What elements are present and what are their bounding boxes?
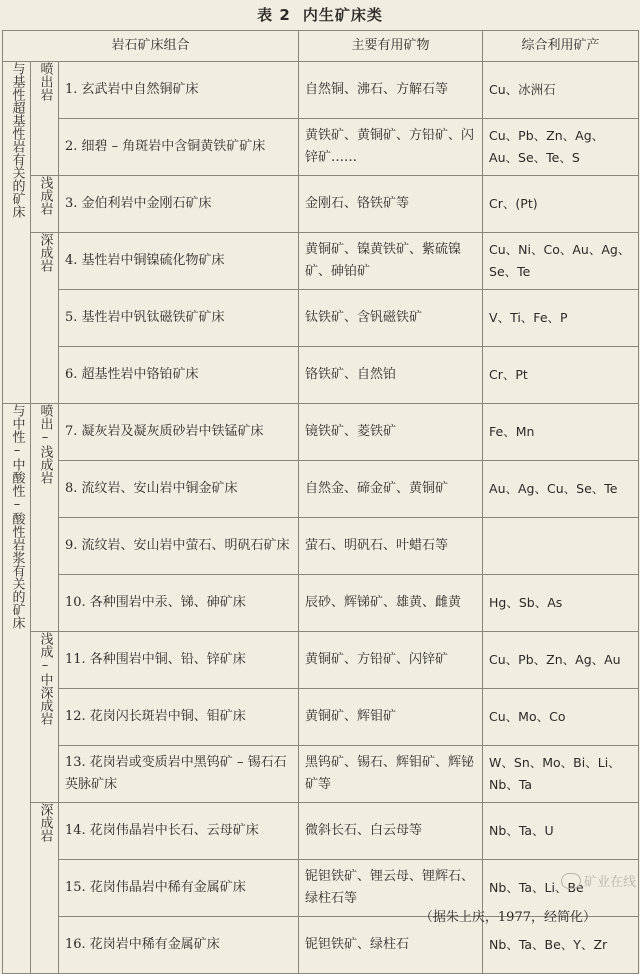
minerals-cell: 黄铜矿、辉钼矿 — [299, 689, 483, 746]
deposit-table — [2, 30, 639, 974]
deposit-cell: 5. 基性岩中钒钛磁铁矿矿床 — [59, 290, 299, 347]
minerals-cell: 黄铜矿、镍黄铁矿、紫硫镍矿、砷铂矿 — [299, 233, 483, 290]
table-row — [3, 233, 639, 290]
group-label: 与基性超基性岩有关的矿床 — [3, 62, 31, 404]
byproducts-cell: Fe、Mn — [483, 404, 639, 461]
deposit-cell: 9. 流纹岩、安山岩中萤石、明矾石矿床 — [59, 518, 299, 575]
byproducts-cell: Au、Ag、Cu、Se、Te — [483, 461, 639, 518]
table-row — [3, 803, 639, 860]
deposit-cell: 2. 细碧 – 角斑岩中含铜黄铁矿矿床 — [59, 119, 299, 176]
byproducts-cell: Nb、Ta、U — [483, 803, 639, 860]
table-row — [3, 632, 639, 689]
deposit-cell: 13. 花岗岩或变质岩中黑钨矿 – 锡石石英脉矿床 — [59, 746, 299, 803]
byproducts-cell: Cr、(Pt) — [483, 176, 639, 233]
table-number: 表 2 — [257, 6, 291, 24]
table-row — [3, 290, 639, 347]
byproducts-cell: Cu、Pb、Zn、Ag、Au — [483, 632, 639, 689]
minerals-cell: 微斜长石、白云母等 — [299, 803, 483, 860]
wechat-icon — [561, 873, 581, 889]
deposit-cell: 8. 流纹岩、安山岩中铜金矿床 — [59, 461, 299, 518]
byproducts-cell: Nb、Ta、Li、Be — [483, 860, 639, 917]
byproducts-cell: Cr、Pt — [483, 347, 639, 404]
byproducts-cell: Cu、冰洲石 — [483, 62, 639, 119]
minerals-cell: 黑钨矿、锡石、辉钼矿、辉铋矿等 — [299, 746, 483, 803]
table-row — [3, 746, 639, 803]
header-byproducts: 综合利用矿产 — [483, 31, 639, 62]
minerals-cell: 自然铜、沸石、方解石等 — [299, 62, 483, 119]
byproducts-cell: W、Sn、Mo、Bi、Li、Nb、Ta — [483, 746, 639, 803]
subgroup-label: 深成岩 — [31, 233, 59, 404]
watermark — [561, 871, 636, 890]
table-row — [3, 62, 639, 119]
deposit-cell: 12. 花岗闪长斑岩中铜、钼矿床 — [59, 689, 299, 746]
minerals-cell: 铌钽铁矿、绿柱石 — [299, 917, 483, 974]
deposit-cell: 16. 花岗岩中稀有金属矿床 — [59, 917, 299, 974]
minerals-cell: 铌钽铁矿、锂云母、锂辉石、绿柱石等 — [299, 860, 483, 917]
minerals-cell: 萤石、明矾石、叶蜡石等 — [299, 518, 483, 575]
page-title — [0, 4, 640, 25]
table-title: 内生矿床类 — [302, 6, 383, 24]
byproducts-cell: Hg、Sb、As — [483, 575, 639, 632]
deposit-cell: 6. 超基性岩中铬铂矿床 — [59, 347, 299, 404]
source-note: （据朱上庆，1977，经简化） — [419, 910, 596, 925]
group-label: 与中性–中酸性–酸性岩浆有关的矿床 — [3, 404, 31, 974]
table-row — [3, 119, 639, 176]
header-row — [3, 31, 639, 62]
deposit-cell: 7. 凝灰岩及凝灰质砂岩中铁锰矿床 — [59, 404, 299, 461]
table-row — [3, 176, 639, 233]
minerals-cell: 黄铁矿、黄铜矿、方铅矿、闪锌矿…… — [299, 119, 483, 176]
deposit-cell: 14. 花岗伟晶岩中长石、云母矿床 — [59, 803, 299, 860]
table-row — [3, 518, 639, 575]
watermark-text: 矿业在线 — [583, 875, 636, 890]
minerals-cell: 金刚石、铬铁矿等 — [299, 176, 483, 233]
subgroup-label: 喷出岩 — [31, 62, 59, 176]
subgroup-label: 浅成岩 — [31, 176, 59, 233]
minerals-cell: 钛铁矿、含钒磁铁矿 — [299, 290, 483, 347]
deposit-cell: 1. 玄武岩中自然铜矿床 — [59, 62, 299, 119]
table-row — [3, 917, 639, 974]
table-row — [3, 689, 639, 746]
deposit-cell: 15. 花岗伟晶岩中稀有金属矿床 — [59, 860, 299, 917]
byproducts-cell: Cu、Ni、Co、Au、Ag、Se、Te — [483, 233, 639, 290]
table-row — [3, 575, 639, 632]
header-combo: 岩石矿床组合 — [3, 31, 299, 62]
byproducts-cell: Cu、Mo、Co — [483, 689, 639, 746]
deposit-cell: 4. 基性岩中铜镍硫化物矿床 — [59, 233, 299, 290]
deposit-cell: 3. 金伯利岩中金刚石矿床 — [59, 176, 299, 233]
byproducts-cell: Nb、Ta、Be、Y、Zr — [483, 917, 639, 974]
minerals-cell: 镜铁矿、菱铁矿 — [299, 404, 483, 461]
byproducts-cell — [483, 518, 639, 575]
table-row — [3, 347, 639, 404]
subgroup-label: 深成岩 — [31, 803, 59, 974]
table-row — [3, 461, 639, 518]
deposit-cell: 10. 各种围岩中汞、锑、砷矿床 — [59, 575, 299, 632]
minerals-cell: 黄铜矿、方铅矿、闪锌矿 — [299, 632, 483, 689]
byproducts-cell: Cu、Pb、Zn、Ag、Au、Se、Te、S — [483, 119, 639, 176]
minerals-cell: 辰砂、辉锑矿、雄黄、雌黄 — [299, 575, 483, 632]
deposit-cell: 11. 各种围岩中铜、铅、锌矿床 — [59, 632, 299, 689]
subgroup-label: 浅成–中深成岩 — [31, 632, 59, 803]
minerals-cell: 铬铁矿、自然铂 — [299, 347, 483, 404]
header-minerals: 主要有用矿物 — [299, 31, 483, 62]
byproducts-cell: V、Ti、Fe、P — [483, 290, 639, 347]
table-row — [3, 404, 639, 461]
subgroup-label: 喷出–浅成岩 — [31, 404, 59, 632]
minerals-cell: 自然金、碲金矿、黄铜矿 — [299, 461, 483, 518]
